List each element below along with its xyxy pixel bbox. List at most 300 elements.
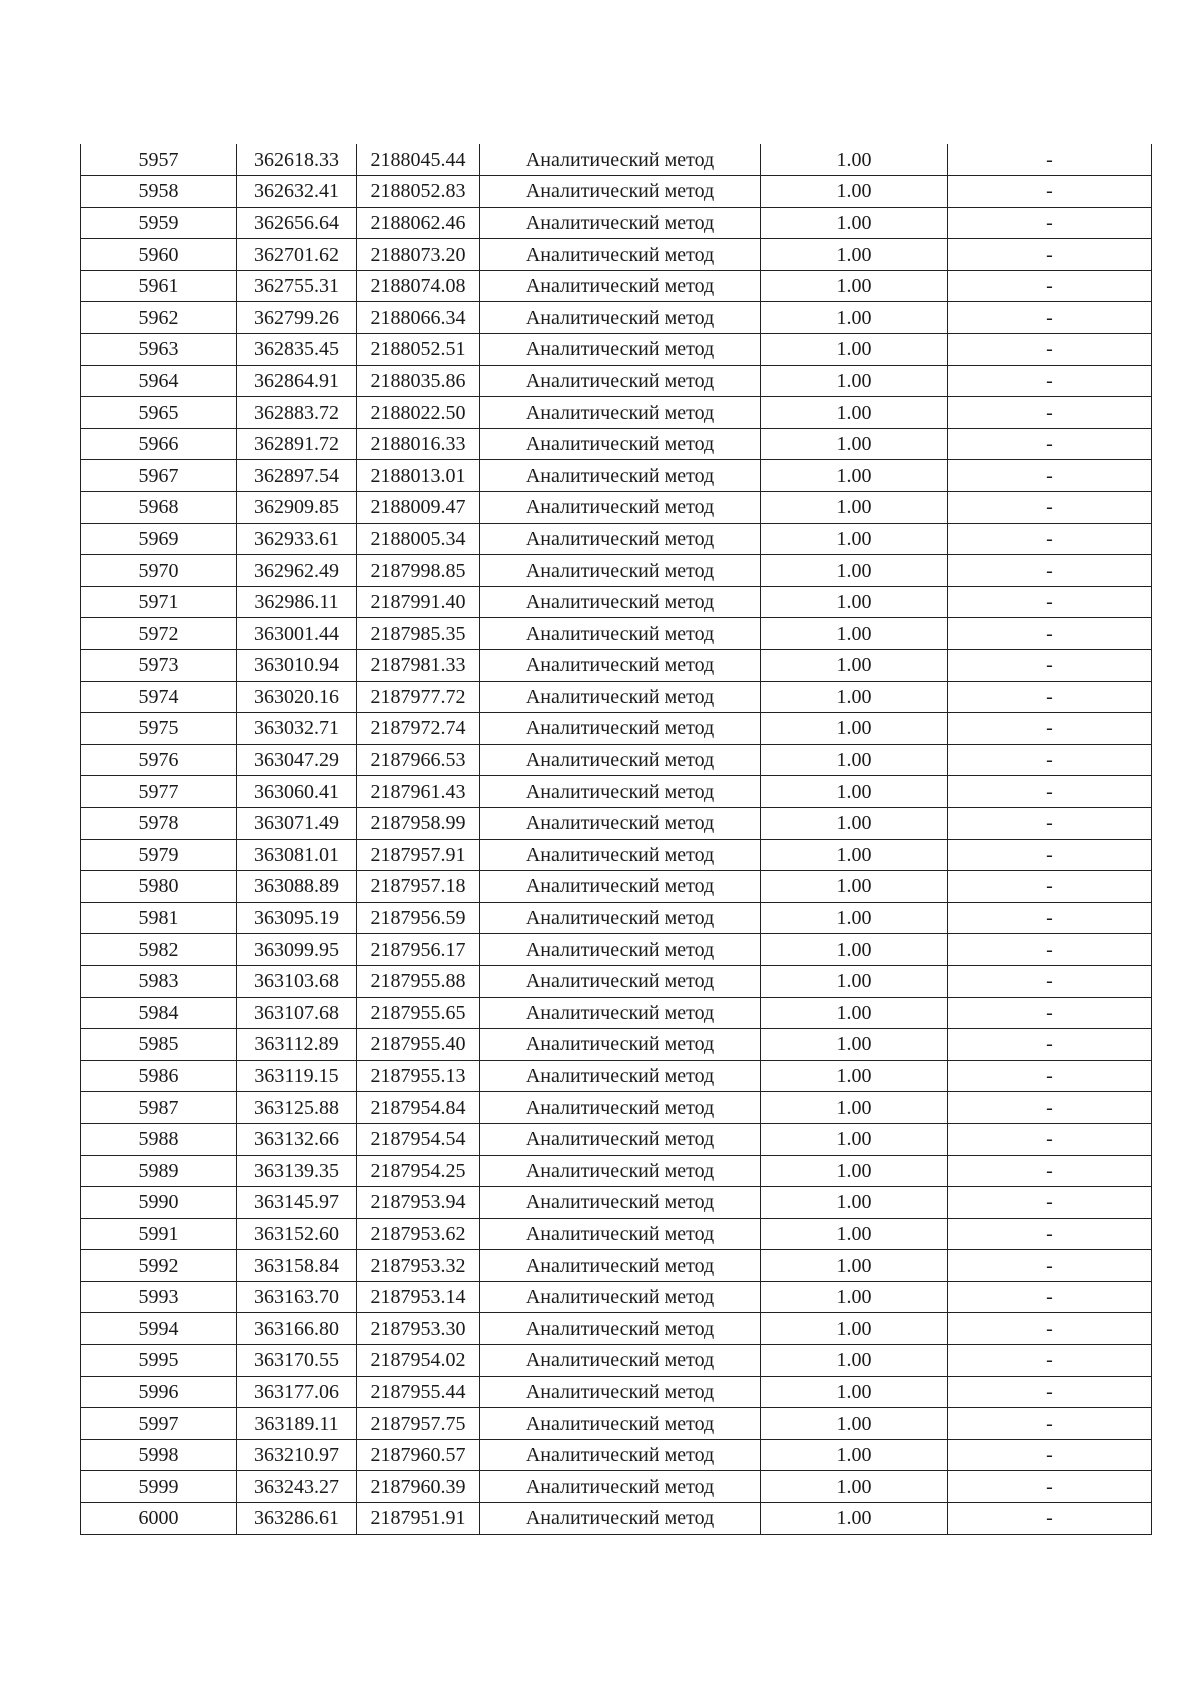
- point-number-cell: 5997: [81, 1408, 237, 1440]
- method-cell: Аналитический метод: [480, 1092, 761, 1124]
- description-cell: -: [948, 270, 1152, 302]
- precision-cell: 1.00: [761, 681, 948, 713]
- point-number-cell: 5995: [81, 1345, 237, 1377]
- precision-cell: 1.00: [761, 713, 948, 745]
- y-coordinate-cell: 2187953.62: [357, 1218, 480, 1250]
- table-row: [81, 365, 1152, 397]
- y-coordinate-cell: 2188005.34: [357, 523, 480, 555]
- y-coordinate-cell: 2187960.57: [357, 1439, 480, 1471]
- table-row: [81, 1029, 1152, 1061]
- table-row: [81, 555, 1152, 587]
- table-row: [81, 713, 1152, 745]
- method-cell: Аналитический метод: [480, 176, 761, 208]
- point-number-cell: 5991: [81, 1218, 237, 1250]
- y-coordinate-cell: 2188073.20: [357, 239, 480, 271]
- point-number-cell: 5990: [81, 1187, 237, 1219]
- method-cell: Аналитический метод: [480, 902, 761, 934]
- table-row: [81, 997, 1152, 1029]
- point-number-cell: 5993: [81, 1281, 237, 1313]
- point-number-cell: 5972: [81, 618, 237, 650]
- y-coordinate-cell: 2188052.83: [357, 176, 480, 208]
- table-row: [81, 934, 1152, 966]
- y-coordinate-cell: 2188022.50: [357, 397, 480, 429]
- precision-cell: 1.00: [761, 207, 948, 239]
- table-row: [81, 1345, 1152, 1377]
- precision-cell: 1.00: [761, 1313, 948, 1345]
- precision-cell: 1.00: [761, 1155, 948, 1187]
- y-coordinate-cell: 2188013.01: [357, 460, 480, 492]
- x-coordinate-cell: 363177.06: [237, 1376, 357, 1408]
- description-cell: -: [948, 1471, 1152, 1503]
- x-coordinate-cell: 363001.44: [237, 618, 357, 650]
- method-cell: Аналитический метод: [480, 523, 761, 555]
- x-coordinate-cell: 363010.94: [237, 650, 357, 682]
- description-cell: -: [948, 239, 1152, 271]
- x-coordinate-cell: 362799.26: [237, 302, 357, 334]
- x-coordinate-cell: 363152.60: [237, 1218, 357, 1250]
- x-coordinate-cell: 363119.15: [237, 1060, 357, 1092]
- description-cell: -: [948, 965, 1152, 997]
- method-cell: Аналитический метод: [480, 334, 761, 366]
- point-number-cell: 5963: [81, 334, 237, 366]
- precision-cell: 1.00: [761, 650, 948, 682]
- point-number-cell: 5973: [81, 650, 237, 682]
- x-coordinate-cell: 363210.97: [237, 1439, 357, 1471]
- y-coordinate-cell: 2187953.14: [357, 1281, 480, 1313]
- method-cell: Аналитический метод: [480, 460, 761, 492]
- point-number-cell: 5985: [81, 1029, 237, 1061]
- method-cell: Аналитический метод: [480, 1313, 761, 1345]
- table-row: [81, 1250, 1152, 1282]
- point-number-cell: 5959: [81, 207, 237, 239]
- x-coordinate-cell: 362962.49: [237, 555, 357, 587]
- x-coordinate-cell: 363032.71: [237, 713, 357, 745]
- x-coordinate-cell: 363081.01: [237, 839, 357, 871]
- table-row: [81, 1313, 1152, 1345]
- precision-cell: 1.00: [761, 523, 948, 555]
- y-coordinate-cell: 2187955.65: [357, 997, 480, 1029]
- x-coordinate-cell: 363139.35: [237, 1155, 357, 1187]
- description-cell: -: [948, 334, 1152, 366]
- x-coordinate-cell: 362897.54: [237, 460, 357, 492]
- y-coordinate-cell: 2187957.75: [357, 1408, 480, 1440]
- description-cell: -: [948, 713, 1152, 745]
- method-cell: Аналитический метод: [480, 776, 761, 808]
- point-number-cell: 5979: [81, 839, 237, 871]
- table-row: [81, 965, 1152, 997]
- precision-cell: 1.00: [761, 144, 948, 176]
- y-coordinate-cell: 2188052.51: [357, 334, 480, 366]
- table-row: [81, 650, 1152, 682]
- x-coordinate-cell: 363145.97: [237, 1187, 357, 1219]
- x-coordinate-cell: 363088.89: [237, 871, 357, 903]
- point-number-cell: 5999: [81, 1471, 237, 1503]
- precision-cell: 1.00: [761, 397, 948, 429]
- description-cell: -: [948, 555, 1152, 587]
- description-cell: -: [948, 144, 1152, 176]
- table-row: [81, 144, 1152, 176]
- y-coordinate-cell: 2187991.40: [357, 586, 480, 618]
- x-coordinate-cell: 362618.33: [237, 144, 357, 176]
- y-coordinate-cell: 2187954.02: [357, 1345, 480, 1377]
- y-coordinate-cell: 2188066.34: [357, 302, 480, 334]
- method-cell: Аналитический метод: [480, 428, 761, 460]
- point-number-cell: 5978: [81, 807, 237, 839]
- y-coordinate-cell: 2187956.17: [357, 934, 480, 966]
- precision-cell: 1.00: [761, 1408, 948, 1440]
- point-number-cell: 5962: [81, 302, 237, 334]
- precision-cell: 1.00: [761, 1029, 948, 1061]
- y-coordinate-cell: 2188062.46: [357, 207, 480, 239]
- y-coordinate-cell: 2188009.47: [357, 492, 480, 524]
- x-coordinate-cell: 362632.41: [237, 176, 357, 208]
- method-cell: Аналитический метод: [480, 144, 761, 176]
- point-number-cell: 5971: [81, 586, 237, 618]
- y-coordinate-cell: 2187951.91: [357, 1503, 480, 1535]
- point-number-cell: 5974: [81, 681, 237, 713]
- description-cell: -: [948, 871, 1152, 903]
- y-coordinate-cell: 2187953.30: [357, 1313, 480, 1345]
- x-coordinate-cell: 362835.45: [237, 334, 357, 366]
- y-coordinate-cell: 2187977.72: [357, 681, 480, 713]
- x-coordinate-cell: 362864.91: [237, 365, 357, 397]
- y-coordinate-cell: 2187953.94: [357, 1187, 480, 1219]
- description-cell: -: [948, 1155, 1152, 1187]
- point-number-cell: 5961: [81, 270, 237, 302]
- table-row: [81, 1376, 1152, 1408]
- x-coordinate-cell: 362986.11: [237, 586, 357, 618]
- y-coordinate-cell: 2187981.33: [357, 650, 480, 682]
- table-row: [81, 902, 1152, 934]
- description-cell: -: [948, 618, 1152, 650]
- precision-cell: 1.00: [761, 1439, 948, 1471]
- description-cell: -: [948, 997, 1152, 1029]
- table-row: [81, 270, 1152, 302]
- point-number-cell: 5967: [81, 460, 237, 492]
- coordinates-table: [80, 144, 1152, 1535]
- table-row: [81, 744, 1152, 776]
- x-coordinate-cell: 363107.68: [237, 997, 357, 1029]
- method-cell: Аналитический метод: [480, 1376, 761, 1408]
- point-number-cell: 5968: [81, 492, 237, 524]
- precision-cell: 1.00: [761, 1281, 948, 1313]
- point-number-cell: 5960: [81, 239, 237, 271]
- description-cell: -: [948, 1187, 1152, 1219]
- description-cell: -: [948, 1503, 1152, 1535]
- table-row: [81, 1503, 1152, 1535]
- precision-cell: 1.00: [761, 270, 948, 302]
- y-coordinate-cell: 2187954.54: [357, 1123, 480, 1155]
- y-coordinate-cell: 2187954.84: [357, 1092, 480, 1124]
- x-coordinate-cell: 363170.55: [237, 1345, 357, 1377]
- y-coordinate-cell: 2187960.39: [357, 1471, 480, 1503]
- description-cell: -: [948, 1345, 1152, 1377]
- table-row: [81, 1408, 1152, 1440]
- table-row: [81, 460, 1152, 492]
- precision-cell: 1.00: [761, 428, 948, 460]
- description-cell: -: [948, 397, 1152, 429]
- table-row: [81, 492, 1152, 524]
- point-number-cell: 5987: [81, 1092, 237, 1124]
- x-coordinate-cell: 363132.66: [237, 1123, 357, 1155]
- y-coordinate-cell: 2187953.32: [357, 1250, 480, 1282]
- table-row: [81, 239, 1152, 271]
- x-coordinate-cell: 363071.49: [237, 807, 357, 839]
- y-coordinate-cell: 2187957.91: [357, 839, 480, 871]
- method-cell: Аналитический метод: [480, 1187, 761, 1219]
- point-number-cell: 5970: [81, 555, 237, 587]
- method-cell: Аналитический метод: [480, 1060, 761, 1092]
- description-cell: -: [948, 1313, 1152, 1345]
- point-number-cell: 5981: [81, 902, 237, 934]
- table-row: [81, 1187, 1152, 1219]
- table-row: [81, 1123, 1152, 1155]
- description-cell: -: [948, 1250, 1152, 1282]
- method-cell: Аналитический метод: [480, 1123, 761, 1155]
- precision-cell: 1.00: [761, 1250, 948, 1282]
- precision-cell: 1.00: [761, 839, 948, 871]
- point-number-cell: 5998: [81, 1439, 237, 1471]
- table-row: [81, 1471, 1152, 1503]
- point-number-cell: 5958: [81, 176, 237, 208]
- method-cell: Аналитический метод: [480, 555, 761, 587]
- method-cell: Аналитический метод: [480, 207, 761, 239]
- precision-cell: 1.00: [761, 555, 948, 587]
- method-cell: Аналитический метод: [480, 492, 761, 524]
- table-row: [81, 776, 1152, 808]
- description-cell: -: [948, 902, 1152, 934]
- precision-cell: 1.00: [761, 365, 948, 397]
- description-cell: -: [948, 1123, 1152, 1155]
- point-number-cell: 5983: [81, 965, 237, 997]
- y-coordinate-cell: 2187955.44: [357, 1376, 480, 1408]
- precision-cell: 1.00: [761, 1092, 948, 1124]
- precision-cell: 1.00: [761, 871, 948, 903]
- point-number-cell: 5984: [81, 997, 237, 1029]
- point-number-cell: 5989: [81, 1155, 237, 1187]
- point-number-cell: 5975: [81, 713, 237, 745]
- y-coordinate-cell: 2187955.13: [357, 1060, 480, 1092]
- description-cell: -: [948, 744, 1152, 776]
- table-row: [81, 1155, 1152, 1187]
- method-cell: Аналитический метод: [480, 713, 761, 745]
- method-cell: Аналитический метод: [480, 1345, 761, 1377]
- coordinates-table-body: [81, 144, 1152, 1534]
- point-number-cell: 5992: [81, 1250, 237, 1282]
- table-row: [81, 397, 1152, 429]
- x-coordinate-cell: 363125.88: [237, 1092, 357, 1124]
- x-coordinate-cell: 363158.84: [237, 1250, 357, 1282]
- method-cell: Аналитический метод: [480, 681, 761, 713]
- y-coordinate-cell: 2187956.59: [357, 902, 480, 934]
- table-row: [81, 334, 1152, 366]
- x-coordinate-cell: 363047.29: [237, 744, 357, 776]
- point-number-cell: 5964: [81, 365, 237, 397]
- description-cell: -: [948, 1218, 1152, 1250]
- description-cell: -: [948, 1029, 1152, 1061]
- description-cell: -: [948, 1376, 1152, 1408]
- table-row: [81, 1439, 1152, 1471]
- method-cell: Аналитический метод: [480, 839, 761, 871]
- table-row: [81, 839, 1152, 871]
- table-row: [81, 681, 1152, 713]
- description-cell: -: [948, 1439, 1152, 1471]
- x-coordinate-cell: 362701.62: [237, 239, 357, 271]
- method-cell: Аналитический метод: [480, 397, 761, 429]
- method-cell: Аналитический метод: [480, 1281, 761, 1313]
- point-number-cell: 5976: [81, 744, 237, 776]
- description-cell: -: [948, 302, 1152, 334]
- method-cell: Аналитический метод: [480, 871, 761, 903]
- x-coordinate-cell: 363099.95: [237, 934, 357, 966]
- precision-cell: 1.00: [761, 807, 948, 839]
- method-cell: Аналитический метод: [480, 1218, 761, 1250]
- y-coordinate-cell: 2187961.43: [357, 776, 480, 808]
- x-coordinate-cell: 362755.31: [237, 270, 357, 302]
- precision-cell: 1.00: [761, 934, 948, 966]
- x-coordinate-cell: 363189.11: [237, 1408, 357, 1440]
- precision-cell: 1.00: [761, 1187, 948, 1219]
- method-cell: Аналитический метод: [480, 650, 761, 682]
- y-coordinate-cell: 2187985.35: [357, 618, 480, 650]
- method-cell: Аналитический метод: [480, 618, 761, 650]
- precision-cell: 1.00: [761, 586, 948, 618]
- x-coordinate-cell: 363243.27: [237, 1471, 357, 1503]
- table-row: [81, 207, 1152, 239]
- precision-cell: 1.00: [761, 334, 948, 366]
- method-cell: Аналитический метод: [480, 365, 761, 397]
- point-number-cell: 5980: [81, 871, 237, 903]
- x-coordinate-cell: 363112.89: [237, 1029, 357, 1061]
- method-cell: Аналитический метод: [480, 302, 761, 334]
- point-number-cell: 5996: [81, 1376, 237, 1408]
- method-cell: Аналитический метод: [480, 586, 761, 618]
- precision-cell: 1.00: [761, 1060, 948, 1092]
- y-coordinate-cell: 2187966.53: [357, 744, 480, 776]
- method-cell: Аналитический метод: [480, 270, 761, 302]
- description-cell: -: [948, 776, 1152, 808]
- y-coordinate-cell: 2187957.18: [357, 871, 480, 903]
- precision-cell: 1.00: [761, 744, 948, 776]
- precision-cell: 1.00: [761, 239, 948, 271]
- description-cell: -: [948, 365, 1152, 397]
- method-cell: Аналитический метод: [480, 965, 761, 997]
- table-row: [81, 871, 1152, 903]
- precision-cell: 1.00: [761, 776, 948, 808]
- point-number-cell: 5994: [81, 1313, 237, 1345]
- y-coordinate-cell: 2187954.25: [357, 1155, 480, 1187]
- point-number-cell: 6000: [81, 1503, 237, 1535]
- x-coordinate-cell: 362933.61: [237, 523, 357, 555]
- point-number-cell: 5965: [81, 397, 237, 429]
- x-coordinate-cell: 362656.64: [237, 207, 357, 239]
- description-cell: -: [948, 428, 1152, 460]
- description-cell: -: [948, 934, 1152, 966]
- y-coordinate-cell: 2188016.33: [357, 428, 480, 460]
- y-coordinate-cell: 2187955.40: [357, 1029, 480, 1061]
- method-cell: Аналитический метод: [480, 239, 761, 271]
- description-cell: -: [948, 1281, 1152, 1313]
- y-coordinate-cell: 2187998.85: [357, 555, 480, 587]
- x-coordinate-cell: 362909.85: [237, 492, 357, 524]
- method-cell: Аналитический метод: [480, 1029, 761, 1061]
- x-coordinate-cell: 363166.80: [237, 1313, 357, 1345]
- description-cell: -: [948, 1408, 1152, 1440]
- method-cell: Аналитический метод: [480, 807, 761, 839]
- method-cell: Аналитический метод: [480, 744, 761, 776]
- precision-cell: 1.00: [761, 1218, 948, 1250]
- description-cell: -: [948, 681, 1152, 713]
- precision-cell: 1.00: [761, 902, 948, 934]
- x-coordinate-cell: 363020.16: [237, 681, 357, 713]
- table-row: [81, 176, 1152, 208]
- x-coordinate-cell: 363286.61: [237, 1503, 357, 1535]
- y-coordinate-cell: 2188035.86: [357, 365, 480, 397]
- precision-cell: 1.00: [761, 618, 948, 650]
- point-number-cell: 5982: [81, 934, 237, 966]
- description-cell: -: [948, 807, 1152, 839]
- point-number-cell: 5988: [81, 1123, 237, 1155]
- y-coordinate-cell: 2187972.74: [357, 713, 480, 745]
- x-coordinate-cell: 363095.19: [237, 902, 357, 934]
- table-row: [81, 302, 1152, 334]
- precision-cell: 1.00: [761, 997, 948, 1029]
- description-cell: -: [948, 176, 1152, 208]
- x-coordinate-cell: 363163.70: [237, 1281, 357, 1313]
- precision-cell: 1.00: [761, 1345, 948, 1377]
- precision-cell: 1.00: [761, 492, 948, 524]
- description-cell: -: [948, 650, 1152, 682]
- precision-cell: 1.00: [761, 1123, 948, 1155]
- x-coordinate-cell: 363060.41: [237, 776, 357, 808]
- precision-cell: 1.00: [761, 1471, 948, 1503]
- method-cell: Аналитический метод: [480, 1155, 761, 1187]
- point-number-cell: 5986: [81, 1060, 237, 1092]
- table-row: [81, 1281, 1152, 1313]
- precision-cell: 1.00: [761, 1376, 948, 1408]
- method-cell: Аналитический метод: [480, 1471, 761, 1503]
- point-number-cell: 5957: [81, 144, 237, 176]
- method-cell: Аналитический метод: [480, 934, 761, 966]
- table-row: [81, 807, 1152, 839]
- precision-cell: 1.00: [761, 302, 948, 334]
- table-row: [81, 586, 1152, 618]
- method-cell: Аналитический метод: [480, 1408, 761, 1440]
- description-cell: -: [948, 492, 1152, 524]
- precision-cell: 1.00: [761, 965, 948, 997]
- y-coordinate-cell: 2187955.88: [357, 965, 480, 997]
- y-coordinate-cell: 2187958.99: [357, 807, 480, 839]
- table-row: [81, 1092, 1152, 1124]
- method-cell: Аналитический метод: [480, 997, 761, 1029]
- x-coordinate-cell: 362883.72: [237, 397, 357, 429]
- table-row: [81, 618, 1152, 650]
- description-cell: -: [948, 460, 1152, 492]
- method-cell: Аналитический метод: [480, 1250, 761, 1282]
- description-cell: -: [948, 207, 1152, 239]
- x-coordinate-cell: 363103.68: [237, 965, 357, 997]
- table-row: [81, 1060, 1152, 1092]
- point-number-cell: 5966: [81, 428, 237, 460]
- description-cell: -: [948, 1060, 1152, 1092]
- precision-cell: 1.00: [761, 176, 948, 208]
- table-row: [81, 523, 1152, 555]
- precision-cell: 1.00: [761, 460, 948, 492]
- method-cell: Аналитический метод: [480, 1503, 761, 1535]
- description-cell: -: [948, 586, 1152, 618]
- table-row: [81, 428, 1152, 460]
- point-number-cell: 5977: [81, 776, 237, 808]
